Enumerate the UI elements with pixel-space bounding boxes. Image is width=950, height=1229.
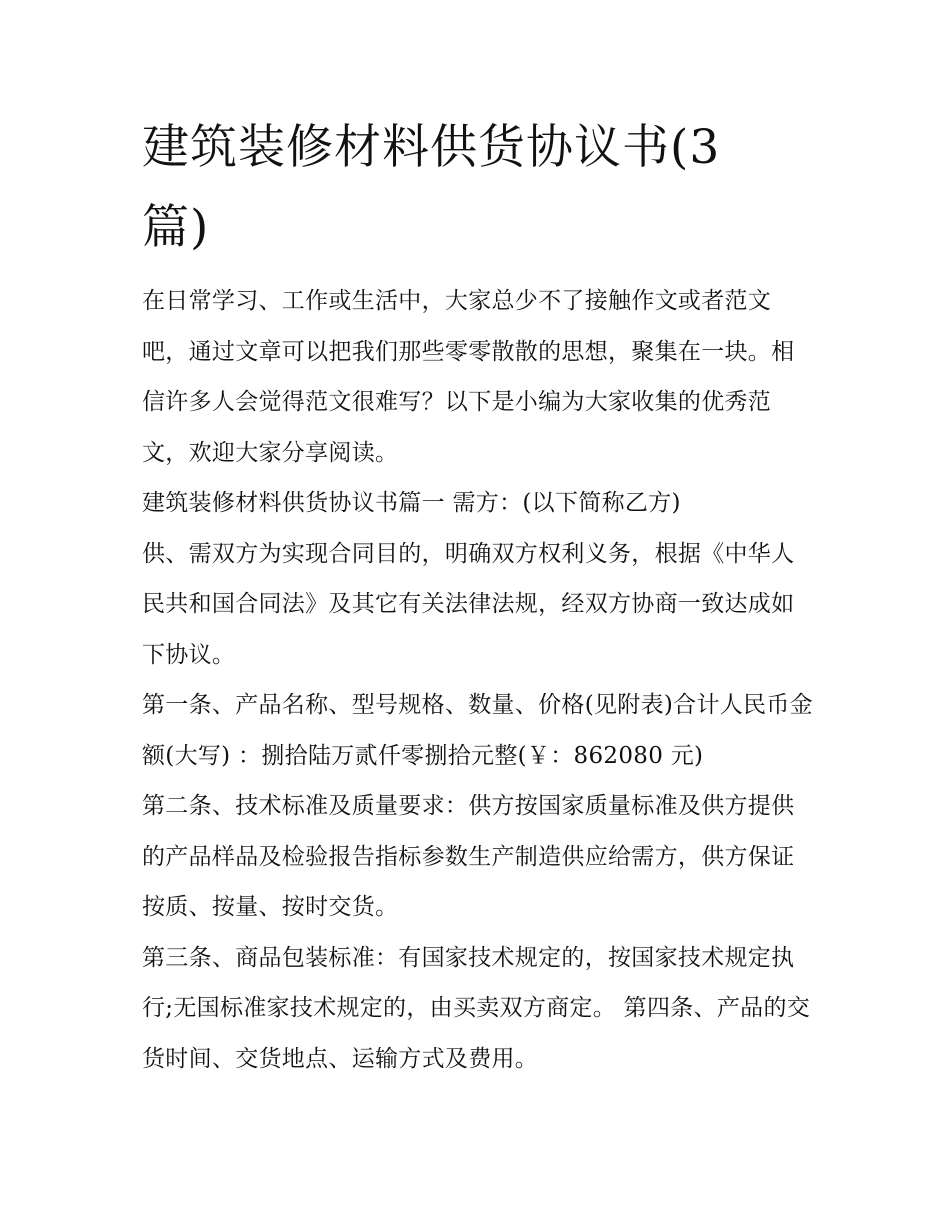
document-body [142, 276, 814, 1084]
paragraph-article-1: 第一条、产品名称、型号规格、数量、价格(见附表)合计人民币金额(大写) ：捌拾陆万贰仟零捌拾元整(￥：862080 元) [142, 692, 813, 769]
paragraph-article-3: 第三条、商品包装标准：有国家技术规定的，按国家技术规定执行;无国标准家技术规定的，由买卖双方商定。 第四条、产品的交货时间、交货地点、运输方式及费用。 [142, 944, 811, 1072]
document-title: 建筑装修材料供货协议书(3篇) [142, 120, 721, 255]
paragraph-part-one-heading: 建筑装修材料供货协议书篇一 需方：(以下简称乙方) [142, 490, 681, 516]
paragraph-article-2: 第二条、技术标准及质量要求：供方按国家质量标准及供方提供的产品样品及检验报告指标参数生产制造供应给需方，供方保证按质、按量、按时交货。 [142, 793, 795, 920]
paragraph-intro: 在日常学习、工作或生活中，大家总少不了接触作文或者范文吧，通过文章可以把我们那些零零散散的思想，聚集在一块。相信许多人会觉得范文很难写？以下是小编为大家收集的优秀范文，欢迎大家分享阅读。 [142, 288, 795, 466]
paragraph-preamble: 供、需双方为实现合同目的，明确双方权利义务，根据《中华人民共和国合同法》及其它有关法律法规，经双方协商一致达成如下协议。 [142, 540, 795, 668]
